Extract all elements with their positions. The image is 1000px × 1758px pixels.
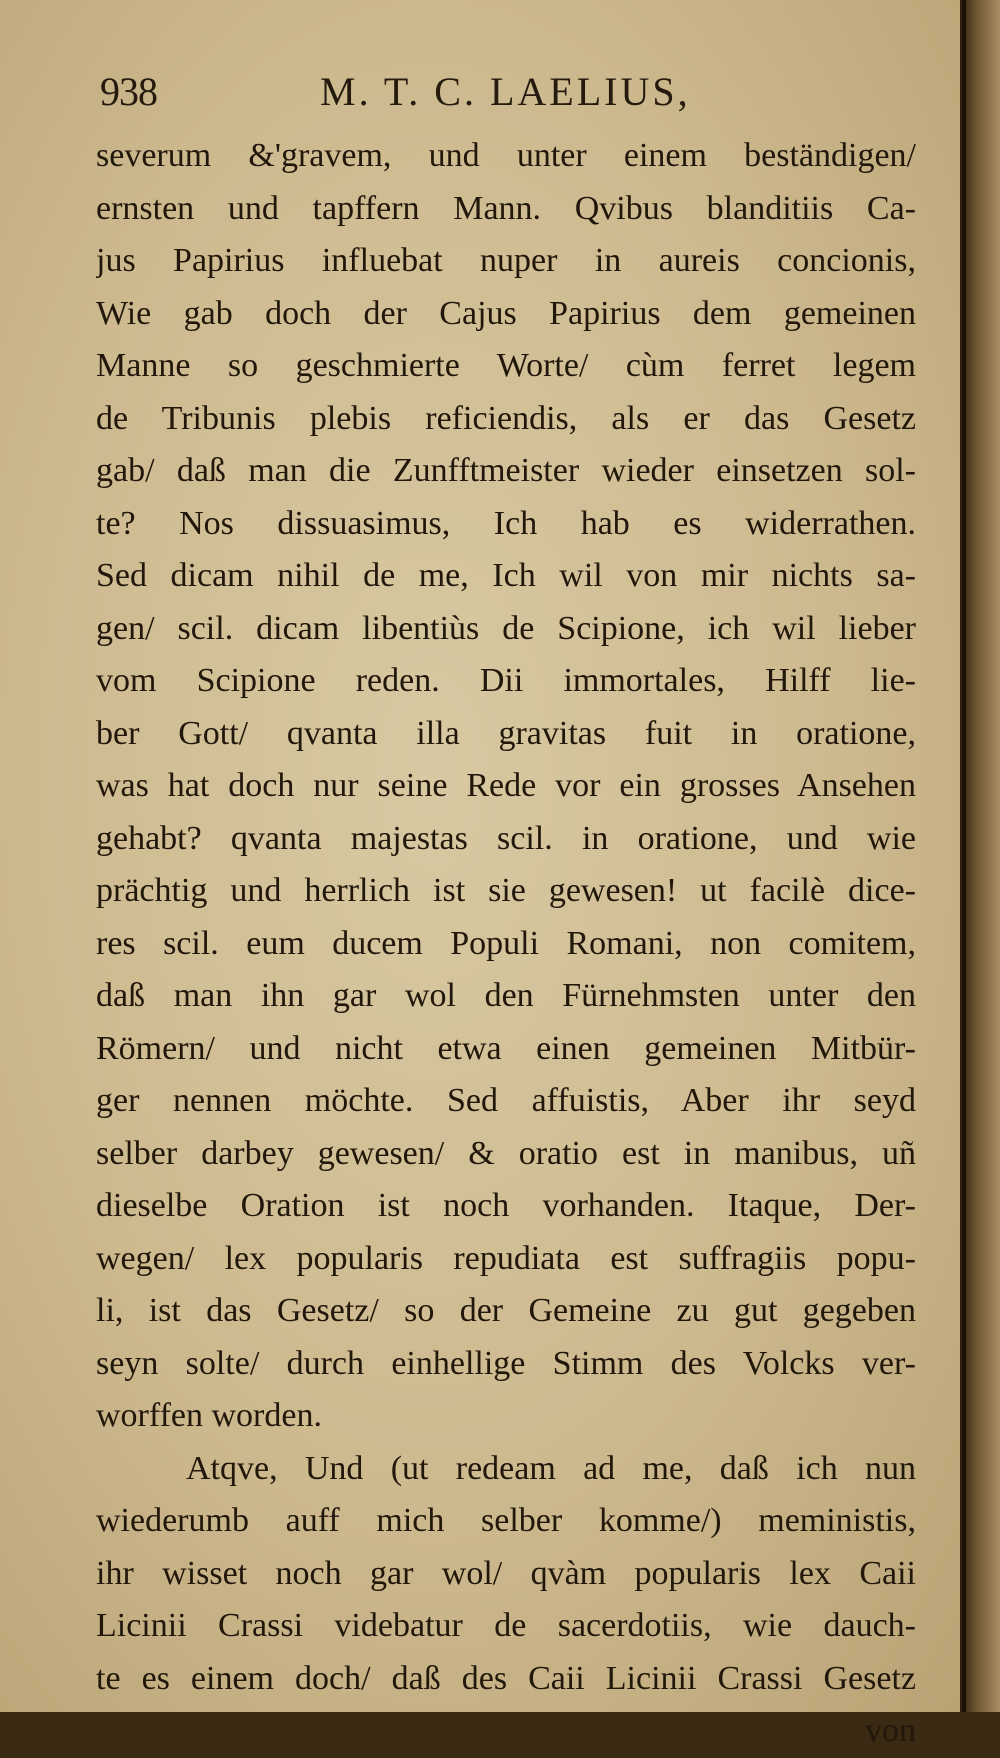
text-line: gehabt? qvanta majestas scil. in oratione, und wie <box>96 819 916 857</box>
text-line: ber Gott/ qvanta illa gravitas fuit in oratione, <box>96 714 916 752</box>
text-line: seyn solte/ durch einhellige Stimm des Volcks ver- <box>96 1344 916 1382</box>
text-line: was hat doch nur seine Rede vor ein grosses Ansehen <box>96 767 916 804</box>
text-line: li, ist das Gesetz/ so der Gemeine zu gut gegeben <box>96 1292 916 1329</box>
text-line: dieselbe Oration ist noch vorhanden. Itaque, Der- <box>96 1187 916 1224</box>
text-line: severum &'gravem, und unter einem beständigen/ <box>96 137 916 174</box>
text-line: Sed dicam nihil de me, Ich wil von mir nichts sa- <box>96 557 916 594</box>
text-line: Römern/ und nicht etwa einen gemeinen Mitbür- <box>96 1029 916 1067</box>
text-line: de Tribunis plebis reficiendis, als er das Gesetz <box>96 399 916 437</box>
text-line: jus Papirius influebat nuper in aureis concionis, <box>96 242 916 279</box>
text-line: res scil. eum ducem Populi Romani, non comitem, <box>96 924 916 962</box>
text-line: worffen worden. <box>96 1397 322 1434</box>
running-title: M. T. C. LAELIUS, <box>320 69 691 114</box>
catchword: von <box>865 1712 916 1749</box>
text-line: Manne so geschmierte Worte/ cùm ferret legem <box>96 347 916 384</box>
body-text <box>96 130 916 1758</box>
text-line: ernsten und tapffern Mann. Qvibus blanditiis Ca- <box>96 189 916 227</box>
text-line: Atqve, Und (ut redeam ad me, daß ich nun <box>186 1449 916 1487</box>
text-line: te es einem doch/ daß des Caii Licinii Crassi Gesetz <box>96 1659 916 1697</box>
text-line: vom Scipione reden. Dii immortales, Hilff lie- <box>96 662 916 699</box>
text-line: gab/ daß man die Zunfftmeister wieder einsetzen sol- <box>96 452 916 489</box>
book-gutter <box>960 0 1000 1712</box>
text-line: daß man ihn gar wol den Fürnehmsten unter den <box>96 977 916 1014</box>
text-line: wiederumb auff mich selber komme/) meministis, <box>96 1502 916 1539</box>
text-line: gen/ scil. dicam libentiùs de Scipione, ich wil lieber <box>96 609 916 647</box>
text-line: Wie gab doch der Cajus Papirius dem gemeinen <box>96 294 916 332</box>
page-header <box>100 68 860 118</box>
text-line: ger nennen möchte. Sed affuistis, Aber ihr seyd <box>96 1082 916 1119</box>
text-line: Licinii Crassi videbatur de sacerdotiis, wie dauch- <box>96 1607 916 1644</box>
text-line: te? Nos dissuasimus, Ich hab es widerrathen. <box>96 504 916 542</box>
text-line: wegen/ lex popularis repudiata est suffragiis popu- <box>96 1239 916 1277</box>
page-number: 938 <box>100 69 157 114</box>
text-line: prächtig und herrlich ist sie gewesen! ut facilè dice- <box>96 872 916 909</box>
text-line: ihr wisset noch gar wol/ qvàm popularis lex Caii <box>96 1554 916 1592</box>
page-border-line <box>962 0 966 1712</box>
text-line: selber darbey gewesen/ & oratio est in manibus, uñ <box>96 1134 916 1172</box>
